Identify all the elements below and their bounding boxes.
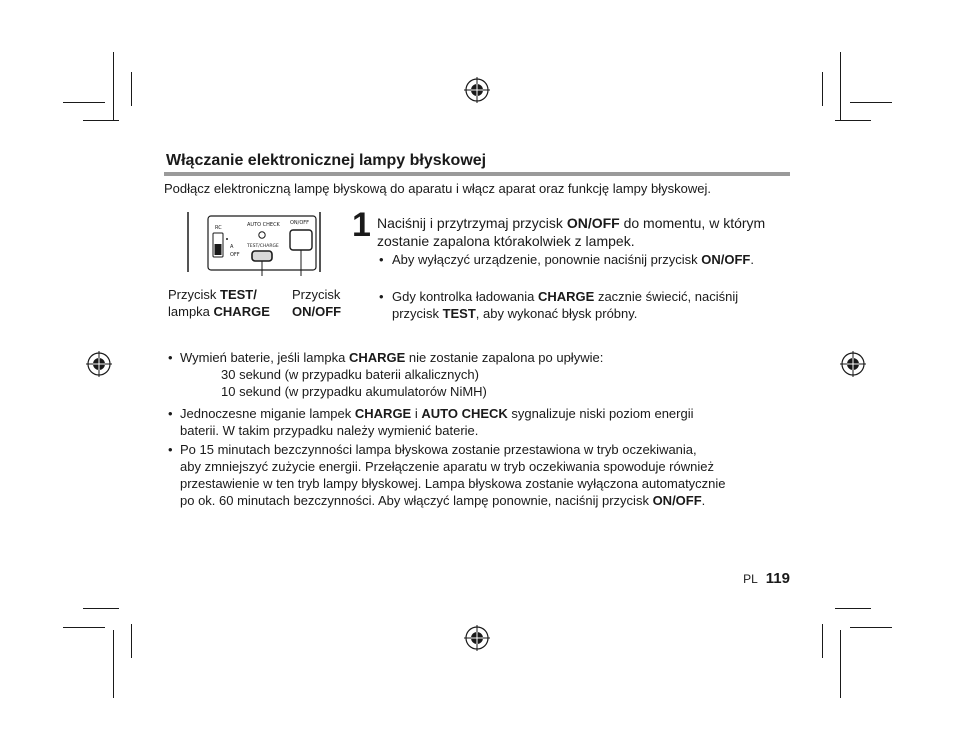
registration-mark-left-icon: [86, 351, 112, 377]
auto-check-label: AUTO CHECK: [247, 222, 280, 228]
on-off-label: ON/OFF: [290, 220, 310, 226]
on-off-caption: Przycisk ON/OFF: [292, 287, 342, 319]
off-label: OFF: [230, 252, 240, 258]
note-1: Wymień baterie, jeśli lampka CHARGE nie zostanie zapalona po upływie: 30 sekund (w przypadku baterii alkalicznych) 10 sekund (w przypadku akumulatorów NiMH): [180, 350, 604, 399]
registration-mark-bottom-icon: [464, 625, 490, 651]
language-code: PL: [743, 572, 758, 586]
page-number: 119: [765, 570, 790, 587]
step-bullet-1: Aby wyłączyć urządzenie, ponownie naciśnij przycisk ON/OFF.: [392, 252, 754, 267]
note-bullet-marker-1: •: [168, 350, 173, 365]
section-intro: Podłącz elektroniczną lampę błyskową do aparatu i włącz aparat oraz funkcję lampy błyskowej.: [164, 181, 711, 196]
test-charge-caption: Przycisk TEST/ lampka CHARGE: [168, 287, 270, 319]
section-title-rule: [164, 172, 790, 176]
a-label: A: [230, 244, 234, 250]
step-number: 1: [352, 206, 371, 244]
registration-mark-right-icon: [840, 351, 866, 377]
page-footer: [743, 570, 790, 587]
flash-control-panel-illustration: [186, 208, 326, 278]
step-bullet-marker-2: •: [379, 289, 384, 304]
registration-mark-top-icon: [464, 77, 490, 103]
section-title: Włączanie elektronicznej lampy błyskowej: [166, 152, 487, 169]
step-bullet-2: Gdy kontrolka ładowania CHARGE zacznie świecić, naciśnij przycisk TEST, aby wykonać błysk próbny.: [392, 289, 739, 321]
test-charge-label: TEST/CHARGE: [247, 244, 279, 249]
note-bullet-marker-2: •: [168, 406, 173, 421]
rc-label: RC: [215, 225, 222, 231]
step-bullet-marker-1: •: [379, 252, 384, 267]
step-instruction: Naciśnij i przytrzymaj przycisk ON/OFF do momentu, w którym zostanie zapalona którakolwiek z lampek.: [377, 215, 766, 249]
note-3: Po 15 minutach bezczynności lampa błyskowa zostanie przestawiona w tryb oczekiwania, aby zmniejszyć zużycie energii. Przełączenie aparatu w tryb oczekiwania spowoduje również przestawienie w ten tryb lampy błyskowej. Lampa błyskowa zostanie wyłączona automatycznie po ok. 60 minutach bezczynności. Aby włączyć lampę ponownie, naciśnij przycisk ON/OFF.: [180, 442, 726, 508]
note-2: Jednoczesne miganie lampek CHARGE i AUTO CHECK sygnalizuje niski poziom energii baterii. W takim przypadku należy wymienić baterie.: [180, 406, 694, 438]
note-bullet-marker-3: •: [168, 442, 173, 457]
